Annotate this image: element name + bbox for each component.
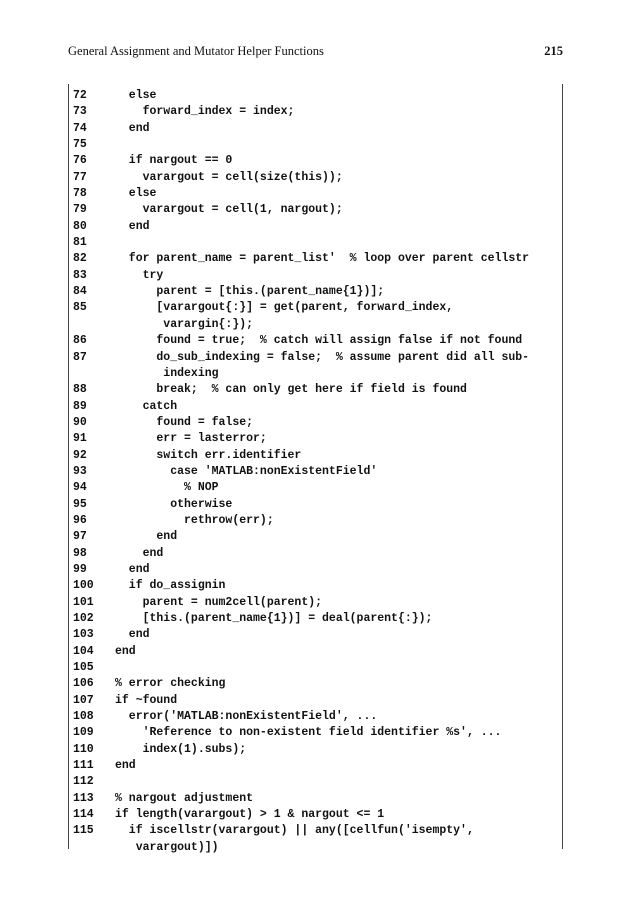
- code-line: [73, 366, 558, 382]
- code-text: parent = num2cell(parent);: [115, 595, 323, 609]
- line-number: 90: [73, 415, 87, 429]
- line-number: 103: [73, 628, 94, 642]
- code-text: if ~found: [115, 693, 178, 707]
- code-line: [73, 153, 558, 169]
- code-line: [73, 415, 558, 431]
- line-number: 111: [73, 759, 94, 773]
- code-text: end: [115, 219, 150, 233]
- code-line: [73, 350, 558, 366]
- code-text: varargout = cell(1, nargout);: [115, 203, 343, 217]
- line-number: 96: [73, 513, 87, 527]
- code-text: % NOP: [115, 481, 219, 495]
- code-line: [73, 170, 558, 186]
- code-text: found = true; % catch will assign false if not found: [115, 334, 523, 348]
- code-line: [73, 480, 558, 496]
- code-text: varargout)]): [115, 840, 219, 854]
- line-number: 113: [73, 791, 94, 805]
- code-line: [73, 448, 558, 464]
- code-line: [73, 709, 558, 725]
- code-text: if iscellstr(varargout) || any([cellfun('isempty',: [115, 824, 474, 838]
- line-number: 112: [73, 775, 94, 789]
- line-number: 78: [73, 187, 87, 201]
- code-text: end: [115, 562, 150, 576]
- listing-right-rule: [562, 84, 563, 849]
- code-line: [73, 840, 558, 856]
- code-text: end: [115, 644, 136, 658]
- line-number: 79: [73, 203, 87, 217]
- line-number: 84: [73, 285, 87, 299]
- line-number: 87: [73, 350, 87, 364]
- line-number: 102: [73, 612, 94, 625]
- code-line: [73, 399, 558, 415]
- line-number: 92: [73, 448, 87, 462]
- line-number: 101: [73, 595, 94, 609]
- code-text: break; % can only get here if field is found: [115, 383, 467, 397]
- code-text: if length(varargout) > 1 & nargout <= 1: [115, 808, 385, 822]
- line-number: 99: [73, 562, 87, 576]
- code-line: [73, 644, 558, 660]
- code-line: [73, 627, 558, 643]
- code-text: parent = [this.(parent_name{1})];: [115, 285, 385, 299]
- line-number: 89: [73, 399, 87, 413]
- code-text: end: [115, 546, 164, 560]
- code-line: [73, 546, 558, 562]
- code-text: forward_index = index;: [115, 105, 295, 119]
- line-number: 72: [73, 89, 87, 102]
- code-line: [73, 300, 558, 316]
- code-text: indexing: [115, 366, 219, 380]
- code-text: error('MATLAB:nonExistentField', ...: [115, 710, 378, 724]
- code-lines: [73, 88, 558, 856]
- line-number: 98: [73, 546, 87, 560]
- code-line: [73, 317, 558, 333]
- code-line: [73, 431, 558, 447]
- code-text: [varargout{:}] = get(parent, forward_index,: [115, 301, 454, 315]
- code-line: [73, 497, 558, 513]
- line-number: 115: [73, 824, 94, 838]
- code-text: if do_assignin: [115, 579, 226, 593]
- line-number: 82: [73, 252, 87, 266]
- code-text: % nargout adjustment: [115, 791, 254, 805]
- code-line: [73, 529, 558, 545]
- listing-left-rule: [68, 84, 69, 849]
- code-line: [73, 88, 558, 104]
- code-text: otherwise: [115, 497, 233, 511]
- code-line: [73, 186, 558, 202]
- line-number: 85: [73, 301, 87, 315]
- line-number: 95: [73, 497, 87, 511]
- line-number: 110: [73, 742, 94, 756]
- line-number: 107: [73, 693, 94, 707]
- line-number: 105: [73, 661, 94, 675]
- code-line: [73, 268, 558, 284]
- line-number: 83: [73, 268, 87, 282]
- code-line: [73, 807, 558, 823]
- line-number: 97: [73, 530, 87, 544]
- code-line: [73, 823, 558, 839]
- code-line: [73, 513, 558, 529]
- line-number: 76: [73, 154, 87, 168]
- code-line: [73, 725, 558, 741]
- code-listing: [68, 84, 562, 854]
- code-line: [73, 774, 558, 790]
- code-text: found = false;: [115, 415, 254, 429]
- line-number: 81: [73, 236, 87, 250]
- line-number: 94: [73, 481, 87, 495]
- code-line: [73, 251, 558, 267]
- code-text: varargin{:});: [115, 317, 254, 331]
- running-title: General Assignment and Mutator Helper Functions: [68, 44, 324, 58]
- code-text: [this.(parent_name{1})] = deal(parent{:});: [115, 612, 433, 625]
- code-line: [73, 660, 558, 676]
- code-text: try: [115, 268, 164, 282]
- code-text: varargout = cell(size(this));: [115, 170, 343, 184]
- line-number: 108: [73, 710, 94, 724]
- code-text: for parent_name = parent_list' % loop over parent cellstr: [115, 252, 530, 266]
- code-line: [73, 284, 558, 300]
- line-number: 75: [73, 138, 87, 152]
- line-number: 88: [73, 383, 87, 397]
- line-number: 91: [73, 432, 87, 446]
- code-line: [73, 676, 558, 692]
- code-line: [73, 235, 558, 251]
- code-line: [73, 104, 558, 120]
- code-line: [73, 595, 558, 611]
- line-number: 104: [73, 644, 94, 658]
- code-line: [73, 382, 558, 398]
- code-line: [73, 219, 558, 235]
- code-line: [73, 693, 558, 709]
- code-line: [73, 464, 558, 480]
- code-line: [73, 562, 558, 578]
- line-number: 100: [73, 579, 94, 593]
- code-text: 'Reference to non-existent field identifier %s', ...: [115, 726, 502, 740]
- code-line: [73, 121, 558, 137]
- code-line: [73, 742, 558, 758]
- line-number: 109: [73, 726, 94, 740]
- code-text: end: [115, 121, 150, 135]
- code-line: [73, 758, 558, 774]
- line-number: 73: [73, 105, 87, 119]
- code-text: else: [115, 187, 157, 201]
- line-number: 86: [73, 334, 87, 348]
- code-line: [73, 611, 558, 627]
- line-number: 80: [73, 219, 87, 233]
- code-text: % error checking: [115, 677, 226, 691]
- code-text: end: [115, 530, 178, 544]
- code-line: [73, 333, 558, 349]
- code-text: if nargout == 0: [115, 154, 233, 168]
- code-text: case 'MATLAB:nonExistentField': [115, 464, 378, 478]
- code-text: do_sub_indexing = false; % assume parent did all sub-: [115, 350, 530, 364]
- code-line: [73, 791, 558, 807]
- code-text: rethrow(err);: [115, 513, 274, 527]
- line-number: 114: [73, 808, 94, 822]
- page-number: 215: [544, 44, 563, 58]
- code-text: end: [115, 628, 150, 642]
- code-line: [73, 137, 558, 153]
- line-number: 93: [73, 464, 87, 478]
- code-text: catch: [115, 399, 178, 413]
- line-number: 106: [73, 677, 94, 691]
- code-text: end: [115, 759, 136, 773]
- line-number: 77: [73, 170, 87, 184]
- code-text: err = lasterror;: [115, 432, 267, 446]
- line-number: 74: [73, 121, 87, 135]
- code-text: switch err.identifier: [115, 448, 302, 462]
- code-text: index(1).subs);: [115, 742, 247, 756]
- code-line: [73, 578, 558, 594]
- code-line: [73, 202, 558, 218]
- page-header: [68, 44, 563, 64]
- code-text: else: [115, 89, 157, 102]
